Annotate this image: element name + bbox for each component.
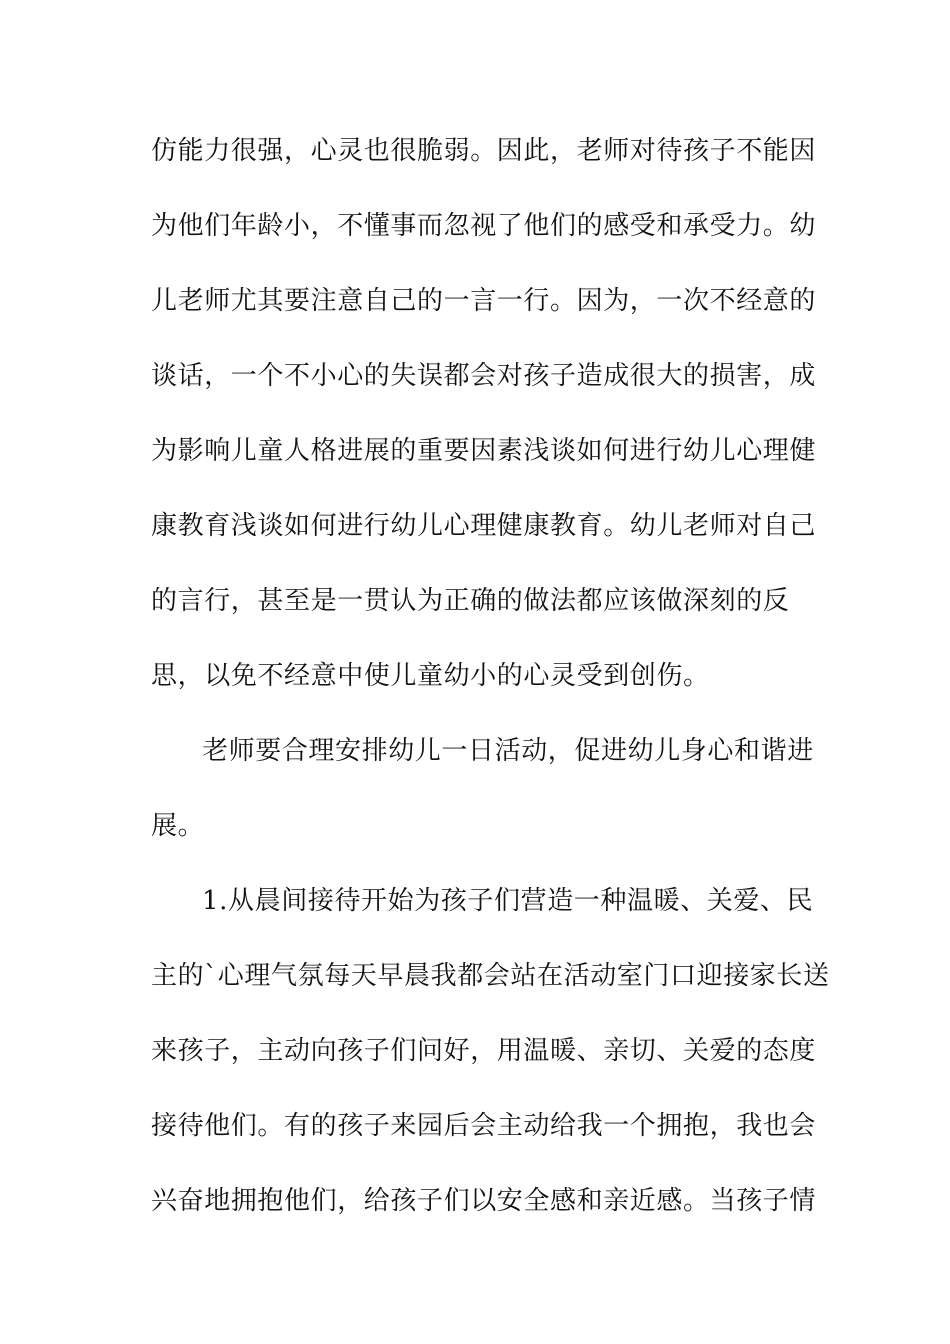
text-line: 的言行，甚至是一贯认为正确的做法都应该做深刻的反	[151, 586, 790, 616]
text-line: 儿老师尤其要注意自己的一言一行。因为，一次不经意的	[151, 286, 817, 316]
paragraph-start-line: 老师要合理安排幼儿一日活动，促进幼儿身心和谐进	[202, 736, 814, 766]
text-line: 为影响儿童人格进展的重要因素浅谈如何进行幼儿心理健	[151, 436, 817, 466]
text-line: 为他们年龄小，不懂事而忽视了他们的感受和承受力。幼	[151, 211, 817, 241]
text-line: 康教育浅谈如何进行幼儿心理健康教育。幼儿老师对自己	[151, 511, 817, 541]
text-line: 仿能力很强，心灵也很脆弱。因此，老师对待孩子不能因	[151, 136, 817, 166]
text-line: 展。	[151, 811, 205, 841]
text-line: 谈话，一个不小心的失误都会对孩子造成很大的损害，成	[151, 361, 817, 391]
text-line: 接待他们。有的孩子来园后会主动给我一个拥抱，我也会	[151, 1111, 817, 1141]
text-line: 主的`心理气氛每天早晨我都会站在活动室门口迎接家长送	[151, 961, 830, 991]
text-line: 兴奋地拥抱他们，给孩子们以安全感和亲近感。当孩子情	[151, 1186, 817, 1216]
text-line: 思，以免不经意中使儿童幼小的心灵受到创伤。	[151, 661, 710, 691]
text-line: 来孩子，主动向孩子们问好，用温暖、亲切、关爱的态度	[151, 1036, 817, 1066]
paragraph-start-line: 1.从晨间接待开始为孩子们营造一种温暖、关爱、民	[202, 886, 814, 916]
